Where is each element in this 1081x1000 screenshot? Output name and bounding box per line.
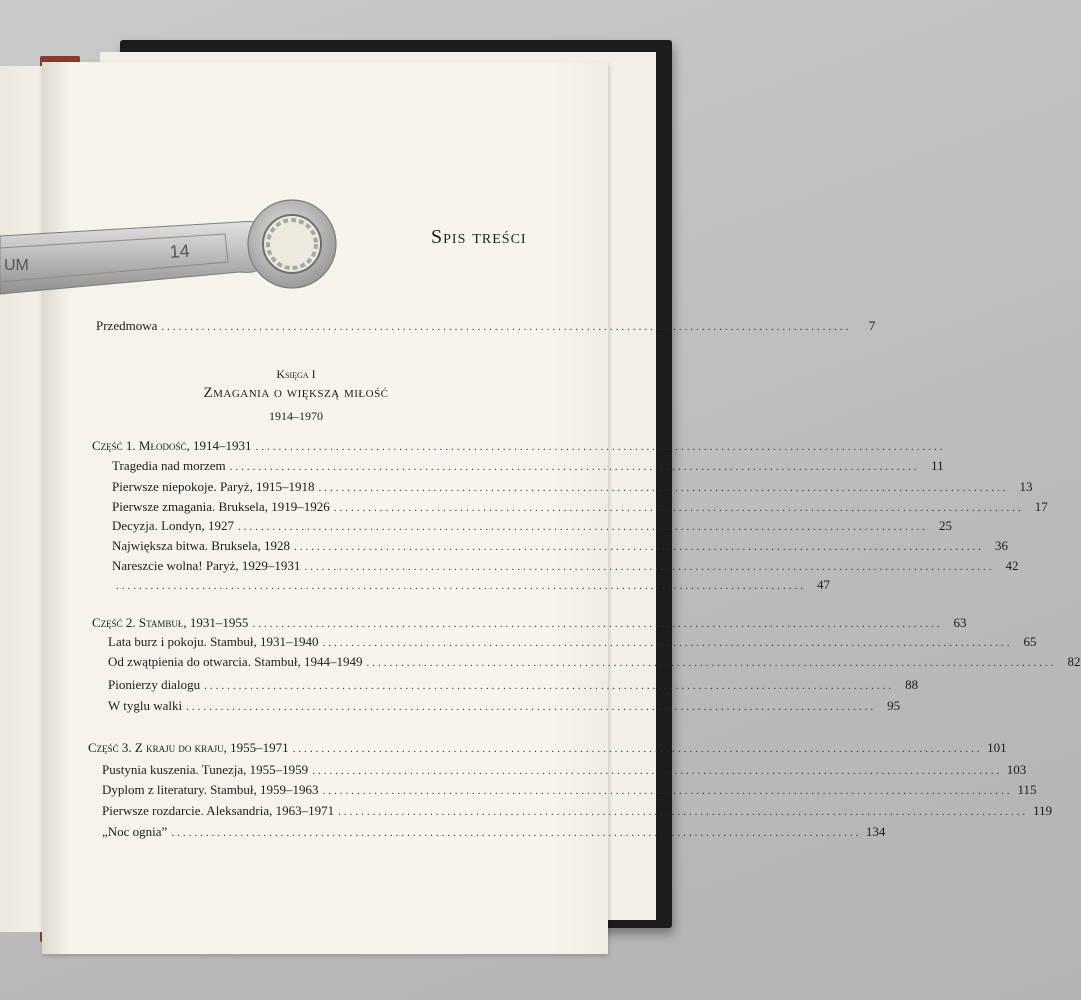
toc-chapter-page: 103 xyxy=(1006,762,1027,777)
toc-chapter-page: 25 xyxy=(939,518,953,533)
wrench-size-mark: 14 xyxy=(168,240,191,262)
leader-dots: ........................................................................................................................ xyxy=(338,806,1029,818)
toc-chapter-row xyxy=(112,458,944,474)
toc-chapter-label: Pierwsze rozdarcie. Aleksandria, 1963–1971 xyxy=(102,803,335,818)
toc-chapter-label: Nareszcie wolna! Paryż, 1929–1931 xyxy=(112,558,301,573)
toc-chapter-page: 134 xyxy=(865,824,886,839)
toc-chapter-page: 88 xyxy=(905,677,919,692)
leader-dots: ........................................................................................................................ xyxy=(255,441,946,453)
toc-chapter-page: 115 xyxy=(1017,782,1037,797)
toc-chapter-row xyxy=(112,499,1048,515)
toc-chapter-page: 17 xyxy=(1034,499,1048,514)
toc-chapter-row xyxy=(108,634,1037,650)
toc-chapter-row xyxy=(112,518,953,534)
leader-dots: ........................................................................................................................ xyxy=(238,521,929,533)
book-title: Zmagania o większą miłość xyxy=(203,385,389,401)
leader-dots: ........................................................................................................................ xyxy=(304,561,995,573)
leader-dots: ........................................................................................................................ xyxy=(318,482,1009,494)
leader-dots: ........................................................................................................................ xyxy=(366,657,1057,669)
toc-chapter-row xyxy=(112,577,830,593)
leader-dots: ........................................................................................................................ xyxy=(322,637,1013,649)
toc-preface-label: Przedmowa xyxy=(96,318,158,333)
leader-dots: ........................................................................................................................ xyxy=(171,827,862,839)
toc-chapter-row xyxy=(112,479,1033,495)
toc-part-page: 63 xyxy=(953,615,967,630)
toc-chapter-page: 82 xyxy=(1067,654,1081,669)
toc-chapter-row xyxy=(102,803,1053,819)
toc-chapter-row xyxy=(108,677,919,693)
toc-chapter-row xyxy=(108,698,901,714)
leader-dots: ........................................................................................................................ xyxy=(186,701,877,713)
book-label: Księga I xyxy=(276,367,316,381)
toc-chapter-row xyxy=(108,654,1081,670)
leader-dots: ........................................................................................................................ xyxy=(333,502,1024,514)
toc-chapter-label: Największa bitwa. Bruksela, 1928 xyxy=(112,538,290,553)
toc-chapter-label: Pustynia kuszenia. Tunezja, 1955–1959 xyxy=(102,762,309,777)
toc-title: Spis treści xyxy=(431,226,527,248)
toc-part-label: Część 2. Stambuł, 1931–1955 xyxy=(92,615,249,630)
leader-dots: ........................................................................................................................ xyxy=(204,680,895,692)
toc-chapter-row xyxy=(102,824,886,840)
toc-chapter-row xyxy=(102,782,1037,798)
leader-dots: ........................................................................................................................ xyxy=(229,461,920,473)
toc-part-label: Część 3. Z kraju do kraju, 1955–1971 xyxy=(88,740,289,755)
leader-dots: ........................................................................................................................ xyxy=(161,321,852,333)
toc-part-row xyxy=(92,615,967,631)
toc-chapter-label: Decyzja. Londyn, 1927 xyxy=(112,518,235,533)
leader-dots: ........................................................................................................................ xyxy=(312,765,1003,777)
leader-dots: ........................................................................................................................ xyxy=(293,541,984,553)
toc-chapter-label: W tyglu walki xyxy=(108,698,183,713)
wrench xyxy=(0,196,345,301)
toc-chapter-page: 11 xyxy=(931,458,944,473)
toc-chapter-label: Tragedia nad morzem xyxy=(112,458,226,473)
wrench-brand-text: UM xyxy=(4,257,29,274)
toc-chapter-label: Dyplom z literatury. Stambuł, 1959–1963 xyxy=(102,782,319,797)
toc-chapter-label: Od zwątpienia do otwarcia. Stambuł, 1944–1949 xyxy=(108,654,363,669)
leader-dots: ........................................................................................................................ xyxy=(252,618,943,630)
toc-part-label: Część 1. Młodość, 1914–1931 xyxy=(92,438,252,453)
leader-dots: ........................................................................................................................ xyxy=(116,580,806,592)
toc-chapter-page: 13 xyxy=(1019,479,1033,494)
toc-chapter-label: Pierwsze zmagania. Bruksela, 1919–1926 xyxy=(112,499,330,514)
book-years: 1914–1970 xyxy=(269,409,323,423)
toc-part-page: 101 xyxy=(987,740,1007,755)
toc-chapter-page: 36 xyxy=(994,538,1008,553)
toc-chapter-page: 65 xyxy=(1023,634,1037,649)
leader-dots: ........................................................................................................................ xyxy=(292,743,983,755)
toc-chapter-label: „Noc ognia” xyxy=(102,824,168,839)
leader-dots: ........................................................................................................................ xyxy=(322,785,1013,797)
toc-part-row xyxy=(92,438,946,454)
toc-chapter-row xyxy=(112,538,1008,554)
toc-chapter-label: Pierwsze niepokoje. Paryż, 1915–1918 xyxy=(112,479,315,494)
toc-preface-page: 7 xyxy=(868,318,876,333)
toc-chapter-page: 47 xyxy=(817,577,830,592)
toc-chapter-label: Pionierzy dialogu xyxy=(108,677,201,692)
toc-preface-row xyxy=(96,318,876,334)
toc-chapter-label: Lata burz i pokoju. Stambuł, 1931–1940 xyxy=(108,634,319,649)
toc-chapter-page: 42 xyxy=(1005,558,1019,573)
toc-chapter-row xyxy=(112,558,1019,574)
toc-chapter-row xyxy=(102,762,1027,778)
toc-chapter-page: 95 xyxy=(887,698,901,713)
toc-part-row xyxy=(88,740,1007,756)
toc-chapter-page: 119 xyxy=(1033,803,1053,818)
